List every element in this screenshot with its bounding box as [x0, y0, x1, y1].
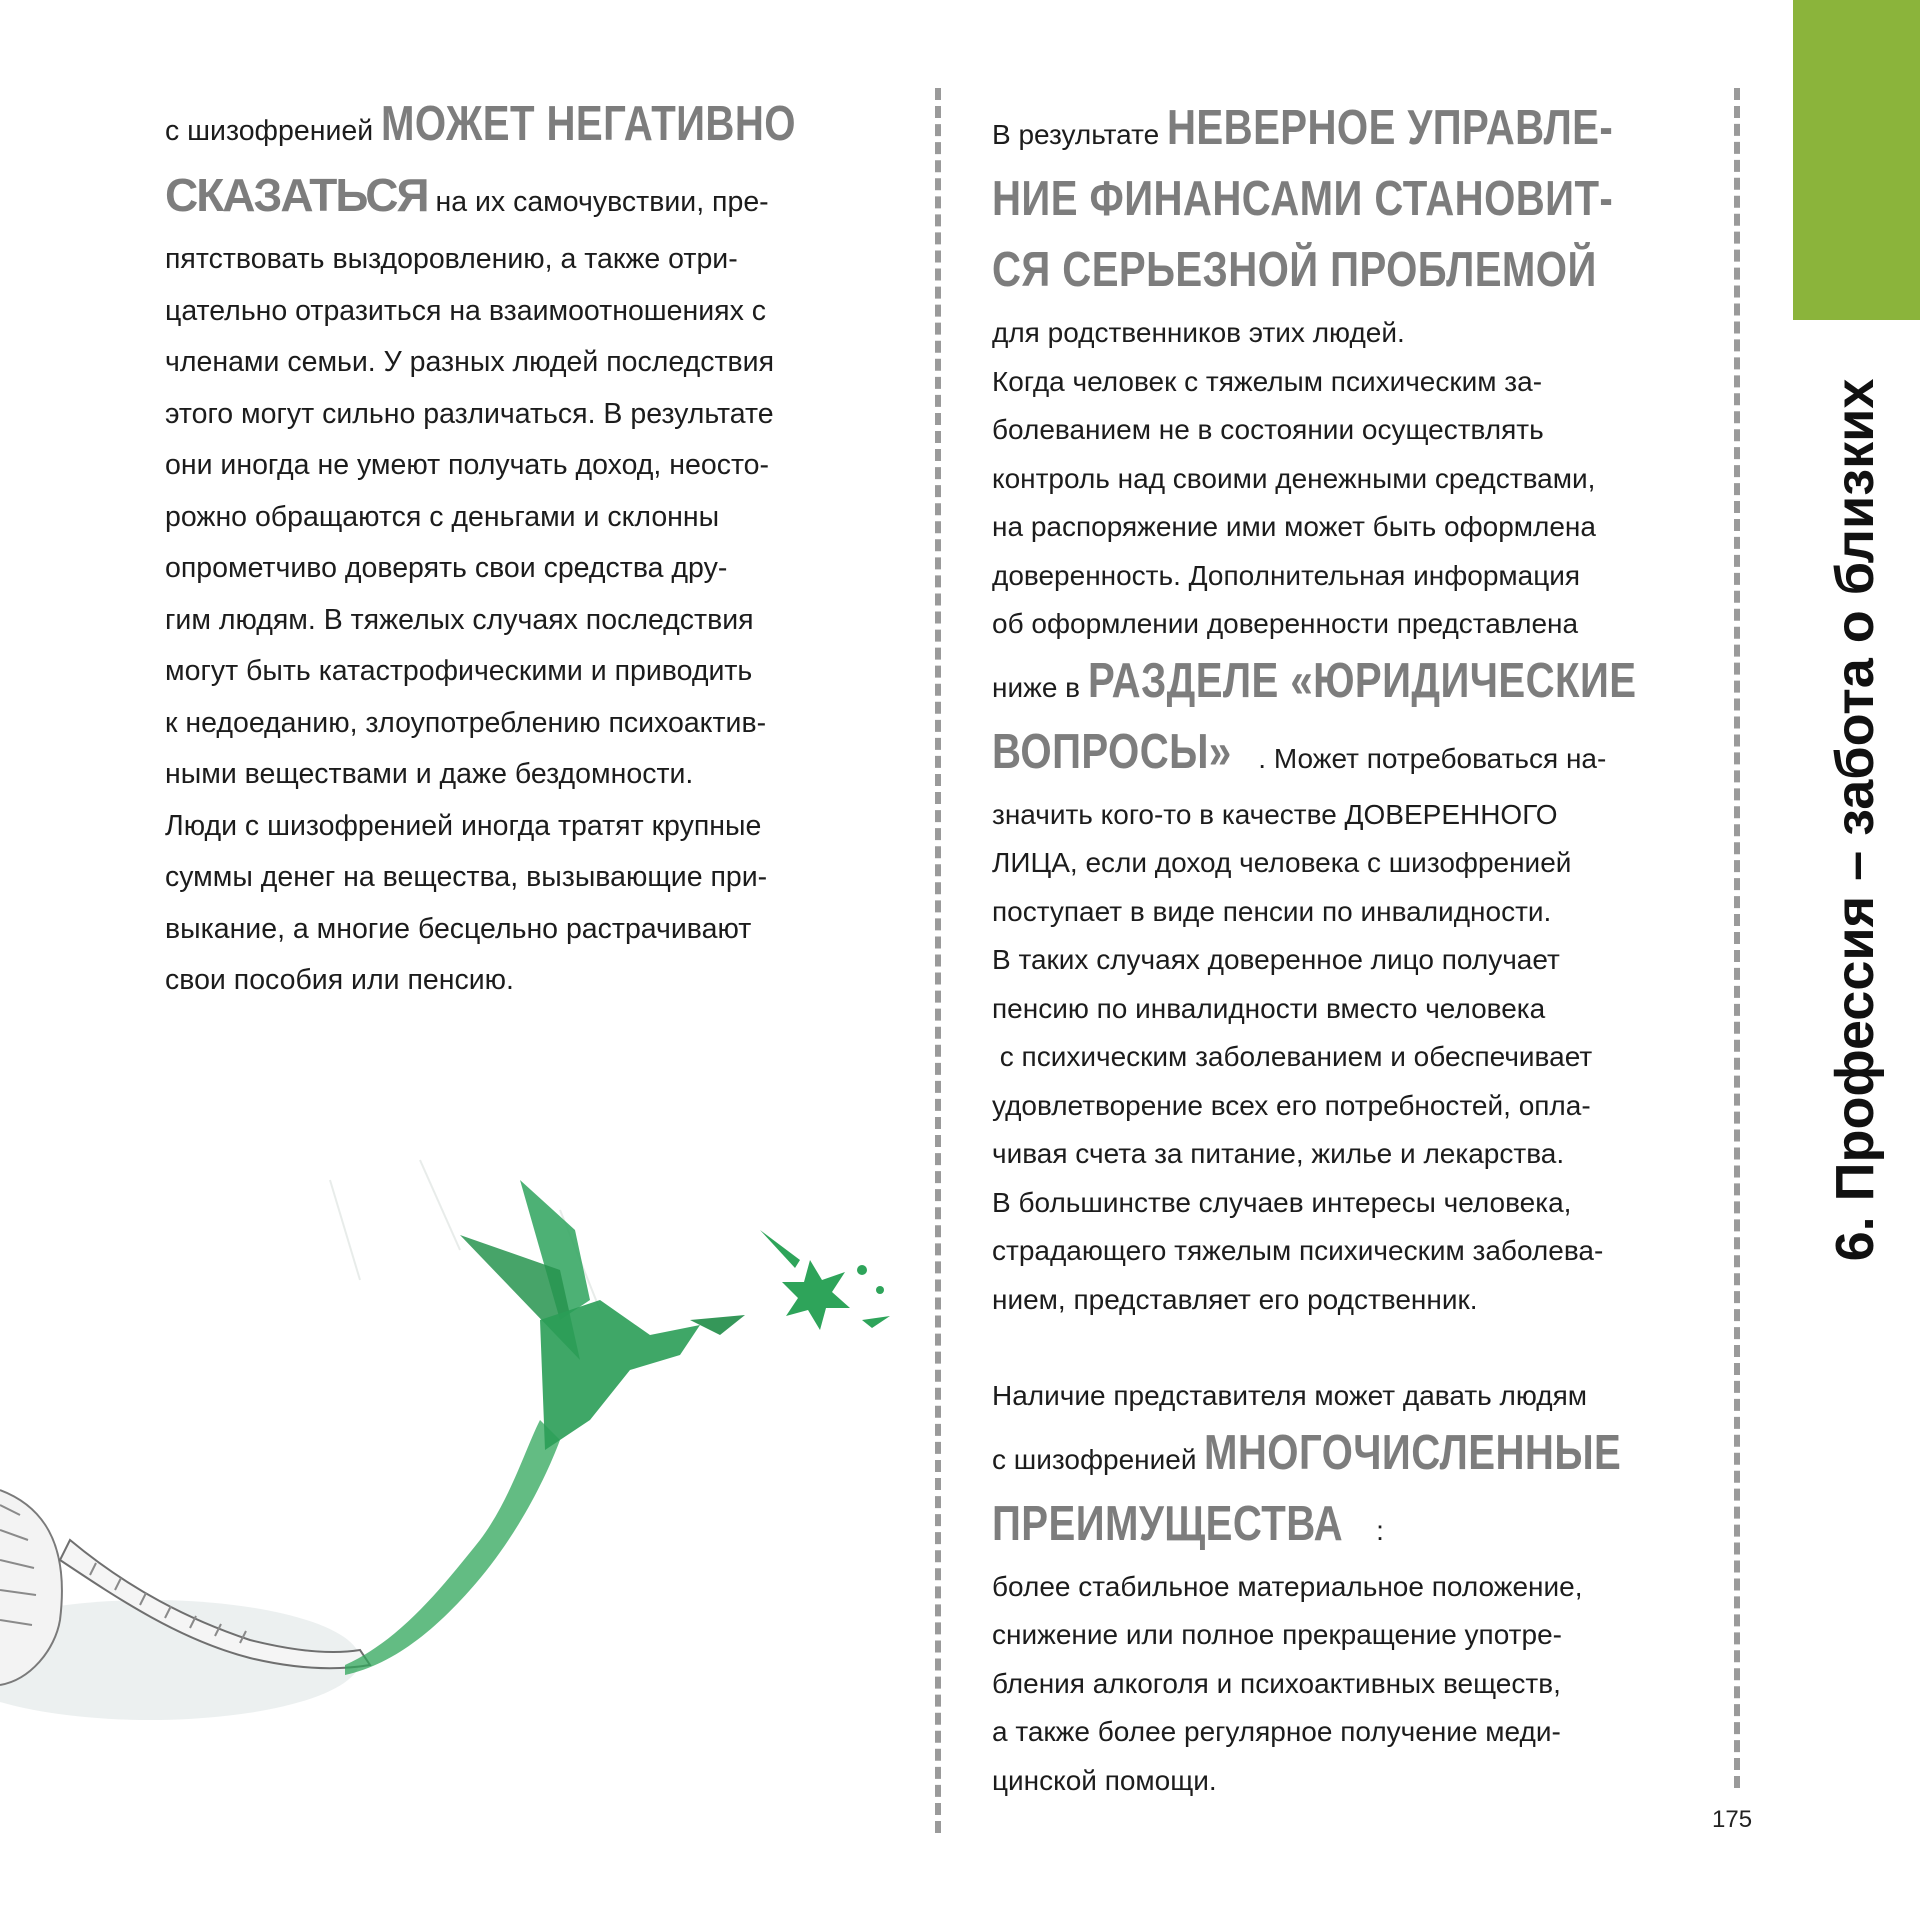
right-line-legal-2 [992, 720, 1722, 791]
paragraph-line: рожно обращаются с деньгами и склонны [165, 500, 720, 533]
text: В результате [992, 119, 1167, 150]
right-line-2 [992, 167, 1722, 238]
paragraph-line: гим людям. В тяжелых случаях последствия [165, 603, 754, 636]
paragraph-line: цательно отразиться на взаимоотношениях с [165, 294, 767, 327]
emphasis-heading: ПРЕИМУЩЕСТВА [992, 1496, 1344, 1551]
paragraph-line: В таких случаях доверенное лицо получает [992, 944, 1560, 975]
paragraph-line: об оформлении доверенности представлена [992, 608, 1579, 639]
emphasis-heading: МОЖЕТ НЕГАТИВНО [381, 97, 797, 151]
paragraph-line: цинской помощи. [992, 1764, 1217, 1796]
right-line-benefits-2 [992, 1492, 1722, 1563]
left-line-1 [165, 92, 900, 163]
paragraph-line: В большинстве случаев интересы человека, [992, 1186, 1572, 1218]
chapter-title: 6. Профессия – забота о близких [1825, 378, 1885, 1262]
emphasis-heading: РАЗДЕЛЕ «ЮРИДИЧЕСКИЕ [1087, 653, 1637, 708]
paragraph-line: для родственников этих людей. [992, 317, 1405, 348]
paragraph-line: ЛИЦА, если доход человека с шизофренией [992, 847, 1572, 878]
paragraph-line: они иногда не умеют получать доход, неосто- [165, 449, 770, 481]
paragraph-line: доверенность. Дополнительная информация [992, 559, 1581, 591]
paragraph-line: ными веществами и даже бездомности. [165, 758, 694, 790]
paragraph-line: с психическим заболеванием и обеспечивает [992, 1041, 1593, 1072]
paragraph-line: могут быть катастрофическими и приводить [165, 655, 753, 687]
paragraph-line: к недоеданию, злоупотреблению психоактив- [165, 706, 767, 739]
green-ribbon [345, 1420, 560, 1675]
paragraph-line: а также более регулярное получение меди- [992, 1716, 1561, 1747]
paragraph-line: удовлетворение всех его потребностей, опла- [992, 1089, 1591, 1121]
paragraph-line: этого могут сильно различаться. В результате [165, 397, 774, 430]
column-divider [935, 88, 941, 1833]
ink-splatter-icon [760, 1230, 890, 1330]
illustration-tape-bird [0, 1120, 920, 1820]
paragraph-line: опрометчиво доверять свои средства дру- [165, 552, 728, 584]
paragraph-line: свои пособия или пенсию. [165, 964, 514, 996]
paragraph-line: более стабильное материальное положение, [992, 1570, 1583, 1602]
right-column [992, 96, 1722, 1805]
paragraph-line: на распоряжение ими может быть оформлена [992, 511, 1596, 542]
paragraph-gap [992, 1324, 1722, 1372]
text: с шизофренией [992, 1443, 1205, 1475]
emphasis-heading: НИЕ ФИНАНСАМИ СТАНОВИТ- [992, 172, 1614, 226]
right-line-legal [992, 649, 1722, 720]
text: : [1376, 1514, 1384, 1546]
paragraph-line: поступает в виде пенсии по инвалидности. [992, 895, 1552, 927]
page-number: 175 [1712, 1806, 1753, 1833]
emphasis-heading: МНОГОЧИСЛЕННЫЕ [1204, 1425, 1622, 1480]
sidebar-divider [1734, 88, 1740, 1788]
paragraph-line: страдающего тяжелым психическим заболева- [992, 1235, 1604, 1266]
paragraph-line: пятствовать выздоровлению, а также отри- [165, 243, 738, 275]
right-line-3 [992, 238, 1722, 309]
right-line-1 [992, 96, 1722, 167]
left-line-2 [165, 163, 900, 234]
paragraph-line: Люди с шизофренией иногда тратят крупные [165, 809, 762, 842]
right-line-benefits [992, 1421, 1722, 1492]
text: с шизофренией [165, 115, 382, 147]
emphasis-heading: ВОПРОСЫ» [992, 724, 1232, 779]
text: ниже в [992, 671, 1088, 703]
paragraph-line: выкание, а многие бесцельно растрачивают [165, 912, 752, 945]
emphasis-heading: СЯ СЕРЬЕЗНОЙ ПРОБЛЕМОЙ [992, 243, 1597, 297]
paragraph-line: болеванием не в состоянии осуществлять [992, 414, 1544, 445]
paragraph-line: снижение или полное прекращение употре- [992, 1619, 1562, 1650]
paragraph-line: контроль над своими денежными средствами, [992, 462, 1596, 494]
emphasis-heading: СКАЗАТЬСЯ [165, 169, 428, 221]
paragraph-line: членами семьи. У разных людей последствия [165, 346, 775, 378]
text: . Может потребоваться на- [1258, 742, 1607, 774]
paragraph-line: суммы денег на вещества, вызывающие при- [165, 861, 768, 893]
paragraph-line: пенсию по инвалидности вместо человека [992, 992, 1546, 1024]
text: на их самочувствии, пре- [427, 186, 769, 218]
left-column [165, 92, 900, 1007]
paragraph-line: чивая счета за питание, жилье и лекарства. [992, 1138, 1565, 1169]
paragraph-line: нием, представляет его родственник. [992, 1283, 1478, 1315]
paragraph-line: бления алкоголя и психоактивных веществ, [992, 1667, 1561, 1699]
paragraph-line: Когда человек с тяжелым психическим за- [992, 365, 1543, 397]
paragraph-line: значить кого-то в качестве ДОВЕРЕННОГО [992, 798, 1558, 830]
emphasis-heading: НЕВЕРНОЕ УПРАВЛЕ- [1166, 101, 1614, 155]
origami-bird-icon [460, 1180, 745, 1450]
paragraph-line: Наличие представителя может давать людям [992, 1380, 1587, 1411]
chapter-tab [1793, 0, 1920, 320]
